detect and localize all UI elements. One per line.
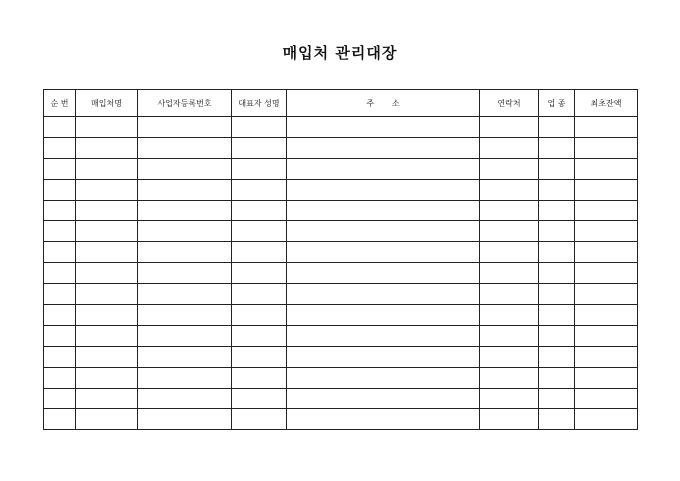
table-cell: [287, 117, 480, 138]
table-cell: [575, 242, 638, 263]
table-cell: [76, 158, 138, 179]
table-cell: [138, 284, 232, 305]
table-cell: [575, 346, 638, 367]
register-body: [44, 117, 638, 430]
table-cell: [287, 137, 480, 158]
table-cell: [575, 179, 638, 200]
table-cell: [44, 137, 76, 158]
column-header-representative-name: 대표자 성명: [232, 90, 287, 117]
table-cell: [480, 221, 539, 242]
table-cell: [539, 200, 575, 221]
table-cell: [232, 388, 287, 409]
table-cell: [138, 200, 232, 221]
table-cell: [287, 409, 480, 430]
table-cell: [575, 137, 638, 158]
table-cell: [44, 200, 76, 221]
table-cell: [76, 137, 138, 158]
column-header-vendor-name: 매입처명: [76, 90, 138, 117]
table-cell: [480, 200, 539, 221]
table-cell: [287, 305, 480, 326]
table-cell: [76, 367, 138, 388]
table-cell: [44, 325, 76, 346]
table-cell: [480, 325, 539, 346]
table-cell: [76, 179, 138, 200]
table-cell: [232, 221, 287, 242]
table-cell: [480, 409, 539, 430]
table-cell: [539, 242, 575, 263]
table-cell: [138, 325, 232, 346]
table-cell: [287, 242, 480, 263]
table-cell: [138, 117, 232, 138]
table-cell: [44, 242, 76, 263]
table-cell: [539, 325, 575, 346]
table-cell: [232, 305, 287, 326]
column-header-address: 주 소: [287, 90, 480, 117]
table-row: [44, 200, 638, 221]
table-cell: [232, 242, 287, 263]
purchase-vendor-register-table: [43, 89, 638, 430]
table-cell: [480, 284, 539, 305]
table-cell: [539, 388, 575, 409]
table-cell: [539, 263, 575, 284]
table-row: [44, 263, 638, 284]
column-header-business-registration-number: 사업자등록번호: [138, 90, 232, 117]
table-row: [44, 388, 638, 409]
table-cell: [76, 346, 138, 367]
table-cell: [44, 367, 76, 388]
table-cell: [76, 409, 138, 430]
table-row: [44, 158, 638, 179]
table-cell: [232, 179, 287, 200]
table-cell: [44, 158, 76, 179]
table-cell: [287, 367, 480, 388]
table-cell: [44, 284, 76, 305]
table-cell: [575, 200, 638, 221]
table-cell: [575, 325, 638, 346]
table-cell: [138, 179, 232, 200]
table-cell: [539, 409, 575, 430]
column-header-number: 순 번: [44, 90, 76, 117]
table-cell: [44, 263, 76, 284]
table-cell: [480, 346, 539, 367]
table-row: [44, 284, 638, 305]
document-title: 매입처 관리대장: [282, 44, 398, 62]
table-cell: [575, 263, 638, 284]
table-cell: [539, 284, 575, 305]
table-cell: [232, 367, 287, 388]
table-row: [44, 179, 638, 200]
table-cell: [44, 388, 76, 409]
table-cell: [138, 158, 232, 179]
table-cell: [232, 200, 287, 221]
table-cell: [287, 179, 480, 200]
table-cell: [232, 325, 287, 346]
table-row: [44, 305, 638, 326]
table-cell: [575, 388, 638, 409]
table-cell: [44, 221, 76, 242]
table-cell: [44, 179, 76, 200]
table-cell: [287, 284, 480, 305]
column-header-initial-balance: 최초잔액: [575, 90, 638, 117]
table-cell: [575, 284, 638, 305]
table-cell: [287, 346, 480, 367]
table-cell: [480, 117, 539, 138]
column-header-contact: 연락처: [480, 90, 539, 117]
table-cell: [232, 346, 287, 367]
table-cell: [480, 263, 539, 284]
table-cell: [287, 263, 480, 284]
table-row: [44, 242, 638, 263]
table-row: [44, 409, 638, 430]
table-cell: [539, 158, 575, 179]
table-cell: [76, 117, 138, 138]
table-cell: [287, 325, 480, 346]
table-cell: [138, 137, 232, 158]
table-cell: [76, 388, 138, 409]
table-cell: [575, 409, 638, 430]
table-cell: [539, 221, 575, 242]
table-cell: [480, 388, 539, 409]
table-row: [44, 137, 638, 158]
table-row: [44, 325, 638, 346]
table-cell: [44, 346, 76, 367]
column-header-business-type: 업 종: [539, 90, 575, 117]
table-cell: [575, 158, 638, 179]
header-row: [44, 90, 638, 117]
table-cell: [539, 117, 575, 138]
table-cell: [232, 117, 287, 138]
table-cell: [232, 284, 287, 305]
table-row: [44, 221, 638, 242]
table-cell: [480, 179, 539, 200]
table-cell: [539, 179, 575, 200]
table-cell: [575, 221, 638, 242]
table-row: [44, 117, 638, 138]
table-cell: [575, 367, 638, 388]
table-cell: [138, 242, 232, 263]
table-cell: [287, 221, 480, 242]
table-cell: [480, 242, 539, 263]
table-cell: [480, 137, 539, 158]
table-cell: [76, 263, 138, 284]
table-cell: [44, 117, 76, 138]
table-cell: [232, 263, 287, 284]
table-cell: [575, 305, 638, 326]
table-cell: [76, 221, 138, 242]
table-cell: [232, 409, 287, 430]
table-cell: [138, 305, 232, 326]
table-cell: [76, 242, 138, 263]
table-cell: [76, 305, 138, 326]
table-cell: [539, 137, 575, 158]
table-row: [44, 367, 638, 388]
table-cell: [480, 305, 539, 326]
table-cell: [138, 367, 232, 388]
table-cell: [480, 367, 539, 388]
table-cell: [76, 325, 138, 346]
table-cell: [232, 158, 287, 179]
table-cell: [76, 284, 138, 305]
table-cell: [287, 388, 480, 409]
table-cell: [44, 409, 76, 430]
table-cell: [287, 200, 480, 221]
table-cell: [138, 346, 232, 367]
table-cell: [138, 221, 232, 242]
table-cell: [44, 305, 76, 326]
table-row: [44, 346, 638, 367]
table-cell: [232, 137, 287, 158]
table-cell: [539, 305, 575, 326]
table-cell: [138, 263, 232, 284]
table-cell: [539, 346, 575, 367]
table-cell: [76, 200, 138, 221]
table-cell: [575, 117, 638, 138]
table-cell: [138, 388, 232, 409]
table-cell: [287, 158, 480, 179]
table-cell: [138, 409, 232, 430]
table-cell: [480, 158, 539, 179]
table-cell: [539, 367, 575, 388]
